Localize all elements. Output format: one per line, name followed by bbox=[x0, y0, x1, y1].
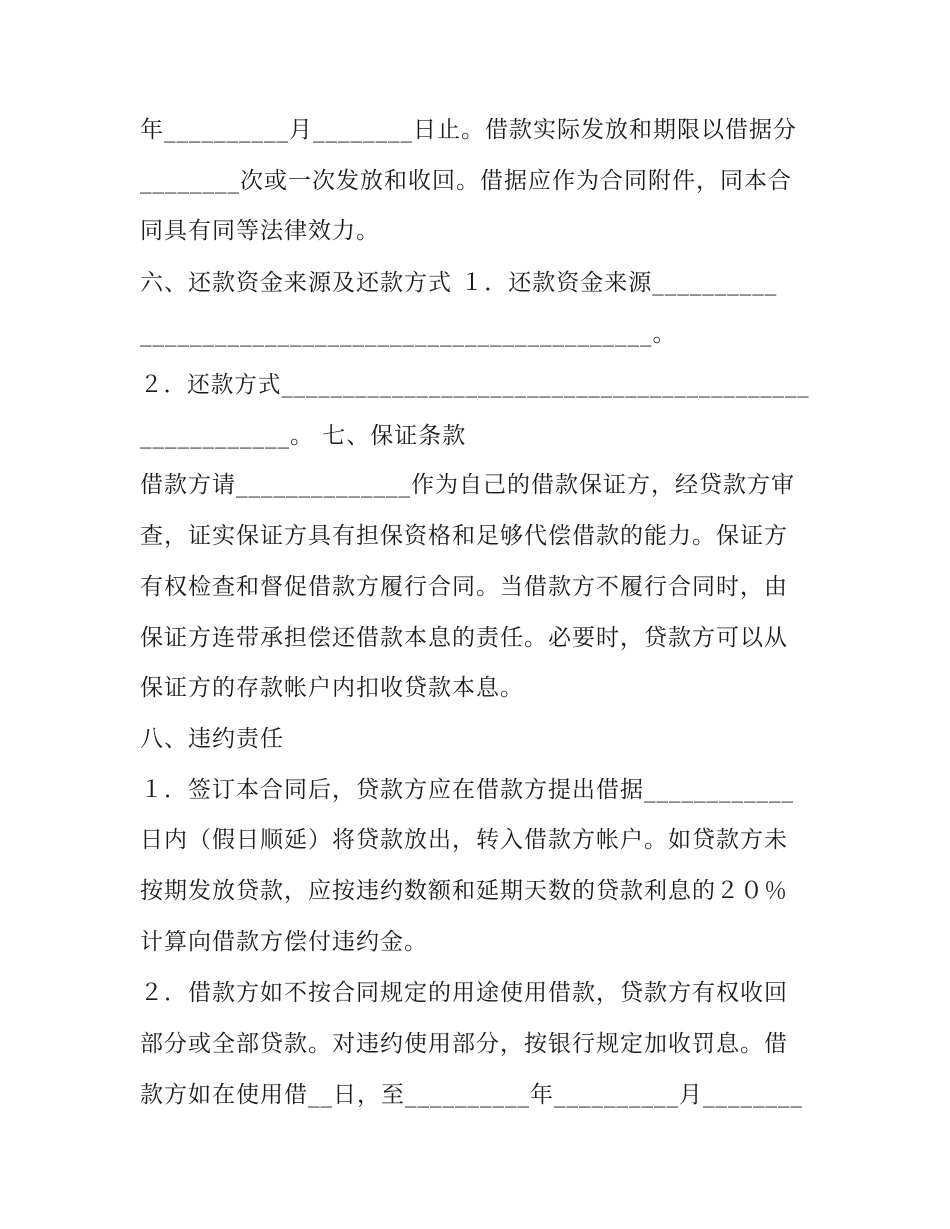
text-line: ２．借款方如不按合同规定的用途使用借款，贷款方有权收回 bbox=[140, 980, 788, 1006]
text-line: 保证方的存款帐户内扣收贷款本息。 bbox=[140, 675, 524, 701]
text-line: 有权检查和督促借款方履行合同。当借款方不履行合同时，由 bbox=[140, 574, 788, 600]
section-heading-seven: ____________。 七、保证条款 bbox=[140, 423, 467, 449]
text-line: １．签订本合同后，贷款方应在借款方提出借据____________ bbox=[140, 777, 794, 803]
text-line: 计算向借款方偿付违约金。 bbox=[140, 929, 428, 955]
text-line: 日内（假日顺延）将贷款放出，转入借款方帐户。如贷款方未 bbox=[140, 827, 788, 853]
text-line: _________________________________________。 bbox=[140, 321, 677, 347]
text-line: 按期发放贷款，应按违约数额和延期天数的贷款利息的２０％ bbox=[140, 878, 788, 904]
text-line: 年__________月________日止。借款实际发放和期限以借据分 bbox=[140, 117, 797, 143]
text-line: 部分或全部贷款。对违约使用部分，按银行规定加收罚息。借 bbox=[140, 1031, 788, 1057]
section-heading-eight: 八、违约责任 bbox=[140, 726, 284, 752]
text-line: 查，证实保证方具有担保资格和足够代偿借款的能力。保证方 bbox=[140, 523, 788, 549]
section-heading-six: 六、还款资金来源及还款方式 １．还款资金来源__________ bbox=[140, 270, 778, 296]
text-line: ________次或一次发放和收回。借据应作为合同附件，同本合 bbox=[140, 168, 792, 194]
text-line: 同具有同等法律效力。 bbox=[140, 218, 380, 244]
text-line: 借款方请______________作为自己的借款保证方，经贷款方审 bbox=[140, 472, 795, 498]
text-line: 款方如在使用借__日，至__________年__________月________ bbox=[140, 1082, 803, 1108]
text-line: 保证方连带承担偿还借款本息的责任。必要时，贷款方可以从 bbox=[140, 625, 788, 651]
text-line: ２．还款方式___________________________________________ bbox=[140, 372, 810, 398]
